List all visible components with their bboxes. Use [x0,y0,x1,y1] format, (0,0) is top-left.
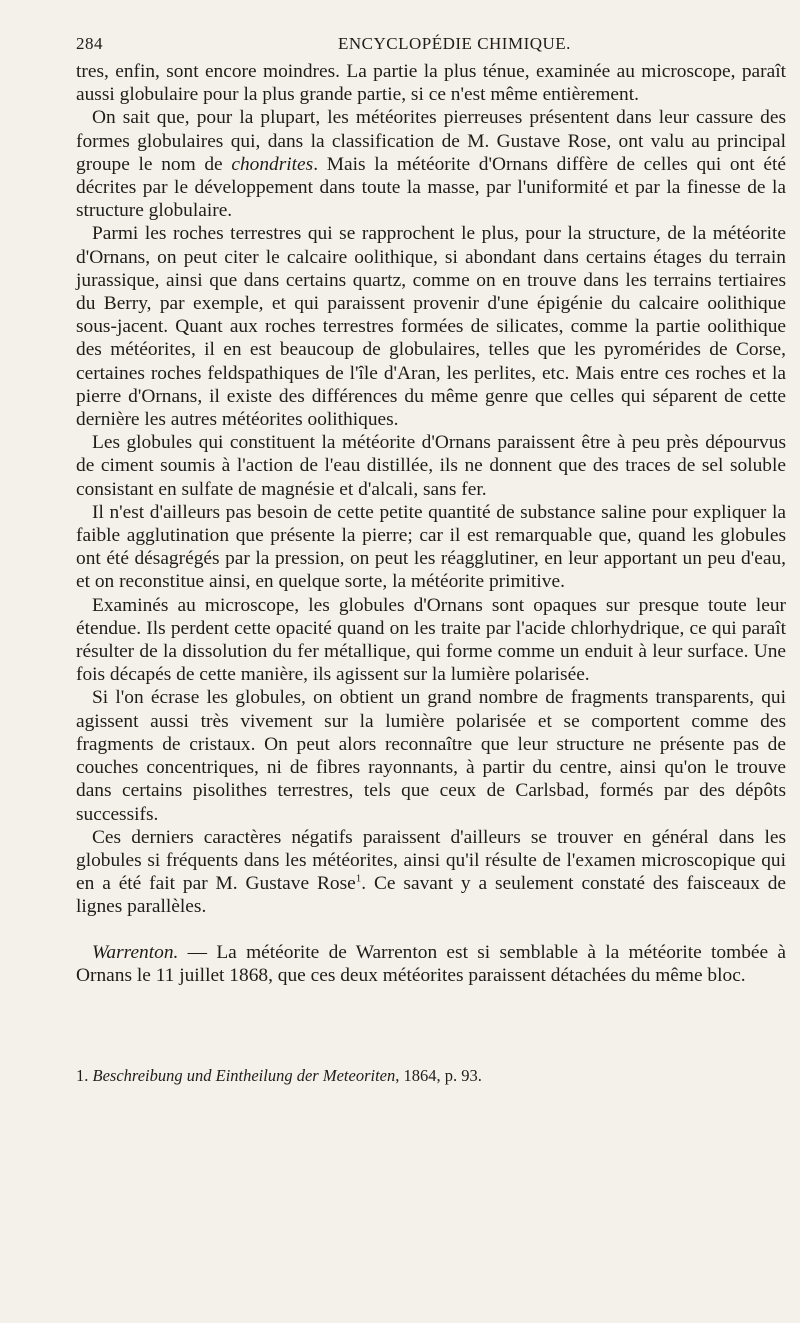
paragraph-chondrites [76,106,786,222]
running-title: ENCYCLOPÉDIE CHIMIQUE. [338,34,571,53]
paragraph-microscope: Examinés au microscope, les globules d'Ornans sont opaques sur presque toute leur étendue. Ils perdent cette opacité quand on les traite par l'acide chlorhydrique, ce qui paraît résulter de la dissolution du fer métallique, qui forme comme un enduit à leur surface. Une fois décapés de cette manière, ils agissent sur la lumière polarisée. [76,594,786,686]
paragraph-globules-cement: Les globules qui constituent la météorite d'Ornans paraissent être à peu près dépourvus de ciment soumis à l'action de l'eau distillée, ils ne donnent que des traces de sel soluble consistant en sulfate de magnésie et d'alcali, sans fer. [76,432,786,500]
paragraph-terrestrial-rocks: Parmi les roches terrestres qui se rapprochent le plus, pour la structure, de la météorite d'Ornans, on peut citer le calcaire oolithique, si abondant dans certains étages du terrain jurassique, ainsi que dans certains quartz, comme on en trouve dans les terrains tertiaires du Berry, par exemple, et qui paraissent provenir d'une épigénie du calcaire oolithique sous-jacent. Quant aux roches terrestres formées de silicates, comme la partie oolithique des météorites, il en est beaucoup de globulaires, telles que les pyromérides de Corse, certaines roches feldspathiques de l'île d'Aran, les perlites, etc. Mais entre ces roches et la pierre d'Ornans, il existe des différences du même genre que celles qui séparent de cette dernière les autres météorites oolithiques. [76,223,786,431]
paragraph-continuation: tres, enfin, sont encore moindres. La partie la plus ténue, examinée au microscope, paraît aussi globulaire pour la plus grande partie, si ce n'est même entièrement. [76,61,786,106]
paragraph-negative-characters [76,826,786,919]
paragraph-fragments: Si l'on écrase les globules, on obtient un grand nombre de fragments transparents, qui agissent aussi très vivement sur la lumière polarisée et se comportent comme des fragments de cristaux. On peut alors reconnaître que leur structure ne présente pas de couches concentriques, ni de fibres rayonnants, à partir du centre, ainsi qu'on le trouve dans certains pisolithes terrestres, tels que ceux de Carlsbad, formés par des dépôts successifs. [76,687,786,825]
paragraph-warrenton [76,941,786,987]
footnote [76,1066,482,1086]
paragraph-agglutination: Il n'est d'ailleurs pas besoin de cette petite quantité de substance saline pour expliquer la faible agglutination que présente la pierre; car il est remarquable que, quand les globules ont été désagrégés par la pression, on peut les réagglutiner, en leur apportant un peu d'eau, et on reconstitue ainsi, en quelque sorte, la météorite primitive. [76,501,786,593]
footnote-reference-text: , 1864, p. 93. [395,1066,482,1085]
paragraph-text: On sait que, pour la plupart, les météorites pierreuses présentent dans leur cassure des formes globulaires qui, dans la classification de M. Gustave Rose, ont valu au principal groupe le nom de [76,107,786,175]
paragraph-text: Ces derniers caractères négatifs paraissent d'ailleurs se trouver en général dans les globules si fréquents dans les météorites, ainsi qu'il résulte de l'examen microscopique qui en a été fait par M. Gustave Rose [76,826,786,895]
running-head [76,30,786,60]
footnote-number: 1. [76,1066,89,1085]
footnote-reference[interactable]: 1 [355,872,362,885]
section-heading-warrenton: Warrenton. [92,941,179,963]
paragraph-text: . Ce savant y a seulement constaté des faisceaux de lignes parallèles. [76,873,787,918]
paragraph-text: . Mais la météorite d'Ornans diffère de celles qui ont été décrites par le développement dans toute la masse, par l'uniformité et par la finesse de la structure globulaire. [76,153,786,222]
body-text [76,60,786,987]
term-chondrites: chondrites [231,153,314,175]
footnote-title: Beschreibung und Eintheilung der Meteoriten [92,1066,396,1085]
paragraph-text: — La météorite de Warrenton est si semblable à la météorite tombée à Ornans le 11 juillet 1868, que ces deux météorites paraissent détachées du même bloc. [76,941,786,986]
page-number: 284 [76,34,103,53]
